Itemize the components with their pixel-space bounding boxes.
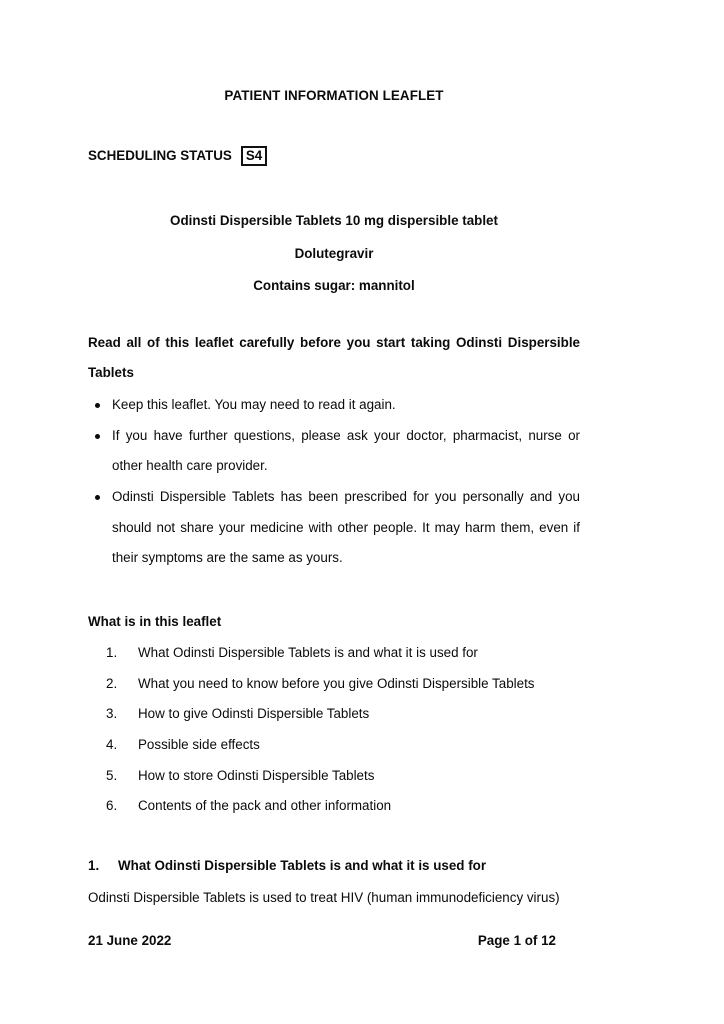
toc-item-label: What you need to know before you give Odinsti Dispersible Tablets (138, 675, 535, 691)
toc-item-label: Possible side effects (138, 736, 260, 752)
text-line: other health care provider. (112, 458, 268, 474)
text-line: Keep this leaflet. You may need to read it again. (112, 396, 396, 412)
toc-item (88, 669, 580, 700)
toc-item-label: How to store Odinsti Dispersible Tablets (138, 767, 375, 783)
text-line: their symptoms are the same as yours. (112, 550, 343, 566)
product-name: Odinsti Dispersible Tablets 10 mg dispersible tablet (170, 213, 498, 228)
toc-item-label: What Odinsti Dispersible Tablets is and what it is used for (138, 644, 478, 660)
text-line: Tablets (88, 365, 134, 381)
sugar-content-note: Contains sugar: mannitol (253, 278, 415, 293)
page-content (88, 0, 580, 913)
toc-item-number: 3. (106, 706, 118, 722)
bullet-item (88, 482, 580, 574)
text-line: should not share your medicine with other people. It may harm them, even if (112, 519, 580, 535)
text-line: Read all of this leaflet carefully before you start taking Odinsti Dispersible (88, 334, 580, 350)
read-instructions-heading (88, 328, 580, 389)
section-1-number: 1. (88, 858, 100, 874)
section-1-body: Odinsti Dispersible Tablets is used to treat HIV (human immunodeficiency virus) (88, 889, 560, 905)
scheduling-status-label: SCHEDULING STATUS (88, 148, 232, 163)
toc-item-number: 2. (106, 675, 118, 691)
section-1-heading (88, 851, 580, 882)
bullet-item (88, 421, 580, 482)
read-instructions-bullet-list (88, 390, 580, 574)
toc-item-label: How to give Odinsti Dispersible Tablets (138, 706, 370, 722)
active-ingredient: Dolutegravir (294, 245, 374, 261)
section-1-heading-text: What Odinsti Dispersible Tablets is and what it is used for (118, 858, 487, 874)
scheduling-status-badge: S4 (241, 146, 267, 166)
toc-item-number: 1. (106, 644, 118, 660)
page-title: PATIENT INFORMATION LEAFLET (224, 88, 444, 103)
toc-list (88, 638, 580, 822)
toc-item (88, 699, 580, 730)
toc-item-number: 4. (106, 736, 118, 752)
bullet-item (88, 390, 580, 421)
toc-item (88, 638, 580, 669)
text-line: Odinsti Dispersible Tablets has been prescribed for you personally and you (112, 489, 580, 505)
footer-date: 21 June 2022 (88, 933, 172, 948)
toc-item-label: Contents of the pack and other information (138, 798, 392, 814)
toc-item (88, 730, 580, 761)
toc-item (88, 761, 580, 792)
toc-item-number: 6. (106, 798, 118, 814)
toc-item (88, 791, 580, 822)
text-line: If you have further questions, please ask your doctor, pharmacist, nurse or (112, 427, 580, 443)
page-footer (88, 933, 556, 949)
footer-page-number: Page 1 of 12 (477, 933, 556, 948)
toc-item-number: 5. (106, 767, 118, 783)
toc-heading: What is in this leaflet (88, 614, 222, 630)
product-title-block (88, 205, 580, 303)
scheduling-status-row (88, 140, 580, 171)
